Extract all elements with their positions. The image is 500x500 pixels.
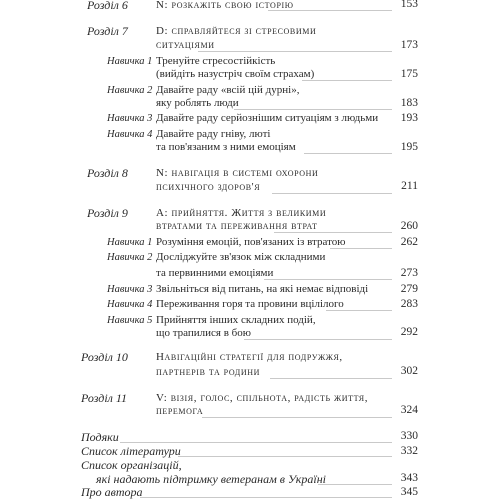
chapter-title: V: візія, голос, спільнота, радість життя, [156, 392, 369, 404]
chapter-label: Розділ 8 [87, 166, 128, 180]
page-number: 260 [400, 220, 418, 232]
skill-title: Давайте раду гніву, люті [156, 128, 271, 140]
page-number: 195 [400, 141, 418, 153]
page-number: 153 [400, 0, 418, 10]
chapter-title: N: розкажіть свою історію [156, 0, 294, 11]
skill-title: Прийняття інших складних подій, [156, 314, 316, 326]
skill-title: Давайте раду «всій цій дурні», [156, 84, 300, 96]
backmatter-title: Подяки [81, 430, 119, 444]
chapter-title: ситуаціями [156, 39, 215, 51]
page-number: 330 [400, 430, 418, 442]
skill-title: Розуміння емоцій, пов'язаних із втратою [156, 236, 346, 248]
page-number: 173 [400, 39, 418, 51]
skill-label: Навичка 1 [107, 237, 153, 248]
skill-title: Переживання горя та провини вцілілого [156, 298, 344, 310]
skill-title: та пов'язаним з ними емоціям [156, 141, 296, 153]
chapter-label: Розділ 6 [87, 0, 128, 12]
skill-label: Навичка 3 [107, 284, 153, 295]
skill-title: Звільніться від питань, на які немає відповіді [156, 283, 369, 295]
skill-title: та первинними емоціями [156, 267, 274, 279]
skill-title: що трапилися в бою [156, 327, 251, 339]
chapter-label: Розділ 10 [81, 350, 128, 364]
chapter-label: Розділ 7 [87, 24, 128, 38]
chapter-title: Навігаційні стратегії для подружжя, [156, 351, 343, 363]
page-number: 175 [400, 68, 418, 80]
skill-title: (вийдіть назустріч своїм страхам) [156, 68, 315, 80]
chapter-label: Розділ 9 [87, 206, 128, 220]
skill-label: Навичка 2 [107, 252, 153, 263]
page-number: 332 [400, 445, 418, 457]
skill-label: Навичка 1 [107, 56, 153, 67]
skill-label: Навичка 4 [107, 129, 153, 140]
page-number: 211 [401, 180, 418, 192]
chapter-title: партнерів та родини [156, 366, 260, 378]
skill-label: Навичка 3 [107, 113, 153, 124]
page-number: 302 [400, 365, 418, 377]
page-number: 193 [400, 112, 418, 124]
chapter-title: N: навігація в системі охорони [156, 167, 319, 179]
backmatter-title: Про автора [81, 485, 143, 499]
skill-title: Досліджуйте зв'язок між складними [156, 251, 326, 263]
chapter-title: психічного здоров'я [156, 181, 261, 193]
chapter-title: перемога [156, 405, 204, 417]
page-number: 279 [400, 283, 418, 295]
page-number: 324 [400, 404, 418, 416]
page-number: 343 [400, 472, 418, 484]
chapter-title: A: прийняття. Життя з великими [156, 207, 327, 219]
skill-label: Навичка 4 [107, 299, 153, 310]
page-number: 262 [400, 236, 418, 248]
page-number: 345 [400, 486, 418, 498]
skill-label: Навичка 2 [107, 85, 153, 96]
skill-title: Тренуйте стресостійкість [156, 55, 276, 67]
chapter-title: втратами та переживання втрат [156, 220, 318, 232]
page-number: 183 [400, 97, 418, 109]
skill-label: Навичка 5 [107, 315, 153, 326]
backmatter-title: Список літератури [81, 444, 181, 458]
page-number: 273 [400, 267, 418, 279]
skill-title: Давайте раду серйознішим ситуаціям з людьми [156, 112, 379, 124]
page-number: 283 [400, 298, 418, 310]
backmatter-title: Список організацій, [81, 458, 182, 472]
backmatter-title: які надають підтримку ветеранам в Україні [96, 472, 327, 486]
chapter-title: D: справляйтеся зі стресовими [156, 25, 317, 37]
page-number: 292 [400, 326, 418, 338]
chapter-label: Розділ 11 [81, 391, 128, 405]
skill-title: яку роблять люди [156, 97, 239, 109]
